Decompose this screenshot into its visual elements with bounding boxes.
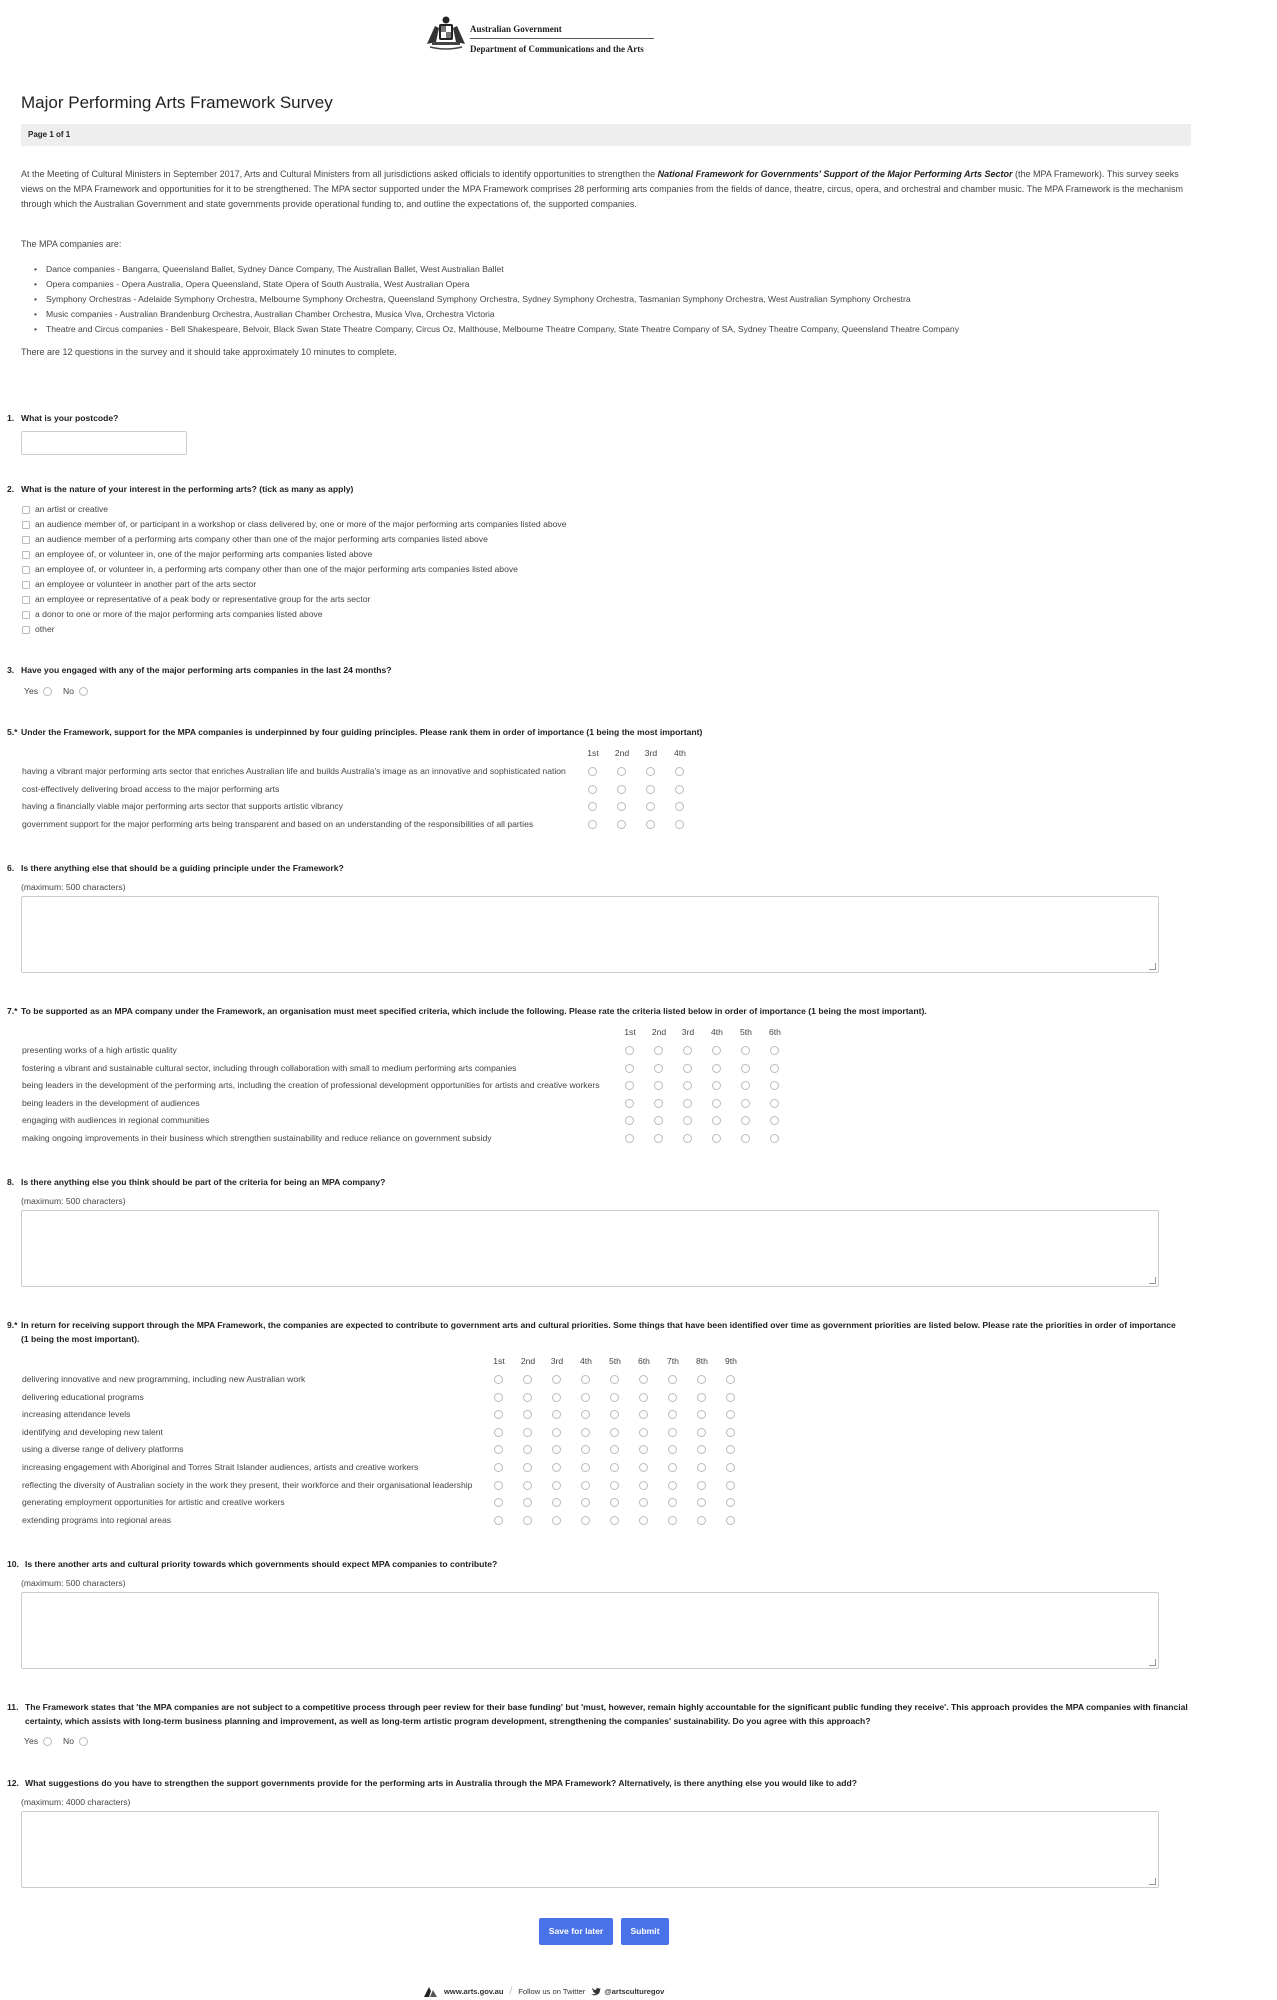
rank-radio[interactable] [523, 1375, 532, 1384]
question-3-label [7, 663, 1187, 677]
rank-radio[interactable] [770, 1116, 779, 1125]
rank-radio[interactable] [588, 820, 597, 829]
rank-radio[interactable] [617, 767, 626, 776]
rank-radio[interactable] [581, 1393, 590, 1402]
question-number: 9.* [7, 1320, 18, 1330]
agree-radio-group [24, 1736, 99, 1748]
rank-radio[interactable] [639, 1393, 648, 1402]
rank-radio[interactable] [741, 1064, 750, 1073]
rank-radio[interactable] [683, 1099, 692, 1108]
question-text: Is there another arts and cultural priority towards which governments should expect MPA companies to contribute? [25, 1559, 498, 1569]
rank-column-header: 2nd [614, 748, 630, 758]
no-label: No [63, 1736, 75, 1746]
survey-title: Major Performing Arts Framework Survey [21, 93, 333, 112]
question-9-label [7, 1318, 1182, 1346]
rank-radio[interactable] [770, 1046, 779, 1055]
checkbox[interactable] [22, 611, 30, 619]
rank-radio[interactable] [697, 1410, 706, 1419]
rank-radio[interactable] [712, 1046, 721, 1055]
ranking-row-label: having a vibrant major performing arts sector that enriches Australian life and builds Australia's image as an innovative and sophisticated nation [22, 766, 566, 776]
question-10-label [7, 1557, 1187, 1571]
checkbox[interactable] [22, 536, 30, 544]
rank-radio[interactable] [668, 1445, 677, 1454]
checkbox[interactable] [22, 626, 30, 634]
rank-radio[interactable] [523, 1516, 532, 1525]
companies-heading: The MPA companies are: [21, 239, 122, 249]
max-chars-note: (maximum: 500 characters) [21, 882, 126, 892]
rank-radio[interactable] [581, 1463, 590, 1472]
list-item: • Music companies - Australian Brandenburg Orchestra, Australian Chamber Orchestra, Musica Viva, Orchestra Victoria [34, 307, 1134, 322]
ranking-row-label: increasing attendance levels [22, 1409, 131, 1420]
rank-column-header: 1st [493, 1356, 505, 1366]
interest-checkbox-list [22, 502, 567, 637]
rank-radio[interactable] [726, 1375, 735, 1384]
rank-radio[interactable] [646, 820, 655, 829]
rank-radio[interactable] [741, 1116, 750, 1125]
rank-column-header: 5th [740, 1027, 752, 1037]
postcode-input[interactable] [21, 431, 187, 455]
max-chars-note: (maximum: 500 characters) [21, 1196, 126, 1206]
option-label: an employee of, or volunteer in, one of the major performing arts companies listed above [35, 549, 373, 559]
rank-radio[interactable] [523, 1445, 532, 1454]
rank-radio[interactable] [770, 1099, 779, 1108]
page-indicator-bar [21, 124, 1191, 146]
rank-radio[interactable] [610, 1516, 619, 1525]
rank-radio[interactable] [726, 1516, 735, 1525]
rank-radio[interactable] [639, 1463, 648, 1472]
question-text: What suggestions do you have to strengthen the support governments provide for the performing arts in Australia through the MPA Framework? Alternatively, is there anything else you would like to add? [25, 1778, 857, 1788]
rank-column-header: 3rd [681, 1027, 695, 1037]
rank-radio[interactable] [639, 1516, 648, 1525]
ranking-row-label: increasing engagement with Aboriginal and Torres Strait Islander audiences, artists and creative workers [22, 1461, 419, 1472]
checkbox-option[interactable] [22, 607, 567, 622]
ranking-row-label: extending programs into regional areas [22, 1514, 172, 1525]
rank-radio[interactable] [654, 1046, 663, 1055]
question-5-label [7, 725, 1187, 739]
rank-radio[interactable] [552, 1445, 561, 1454]
checkbox[interactable] [22, 521, 30, 529]
government-name: Australian Government [470, 24, 562, 34]
rank-radio[interactable] [617, 820, 626, 829]
page-indicator: Page 1 of 1 [28, 130, 71, 139]
ranking-row-label: using a diverse range of delivery platforms [22, 1444, 184, 1455]
rank-radio[interactable] [581, 1516, 590, 1525]
follow-text: Follow us on Twitter [518, 1986, 586, 1996]
checkbox[interactable] [22, 551, 30, 559]
rank-radio[interactable] [625, 1064, 634, 1073]
rank-radio[interactable] [610, 1481, 619, 1490]
checkbox-option[interactable] [22, 592, 567, 607]
rank-column-header: 2nd [520, 1356, 536, 1366]
rank-radio[interactable] [668, 1375, 677, 1384]
ranking-row-label: fostering a vibrant and sustainable cultural sector, including through collaboration with small to medium performing arts companies [22, 1062, 517, 1073]
max-chars-note: (maximum: 500 characters) [21, 1578, 126, 1588]
ranking-row-label: delivering innovative and new programming, including new Australian work [22, 1374, 306, 1384]
guiding-principle-textarea[interactable] [21, 896, 1159, 973]
rank-radio[interactable] [741, 1099, 750, 1108]
question-12-label [7, 1776, 1187, 1790]
question-number: 2. [7, 484, 15, 494]
rank-radio[interactable] [494, 1428, 503, 1437]
rank-radio[interactable] [726, 1410, 735, 1419]
rank-radio[interactable] [625, 1046, 634, 1055]
rank-radio[interactable] [654, 1134, 663, 1143]
rank-radio[interactable] [668, 1463, 677, 1472]
rank-radio[interactable] [523, 1428, 532, 1437]
rank-radio[interactable] [523, 1481, 532, 1490]
question-number: 12. [7, 1778, 19, 1788]
rank-radio[interactable] [639, 1410, 648, 1419]
rank-radio[interactable] [675, 785, 684, 794]
question-text: Is there anything else that should be a guiding principle under the Framework? [21, 863, 344, 873]
question-6-label [7, 861, 1187, 875]
question-1-label [7, 411, 1187, 425]
rank-radio[interactable] [712, 1081, 721, 1090]
rank-radio[interactable] [610, 1393, 619, 1402]
question-text: Is there anything else you think should be part of the criteria for being an MPA company? [21, 1177, 386, 1187]
engaged-radio-group [24, 686, 99, 698]
rank-radio[interactable] [588, 802, 597, 811]
ranking-row-label: engaging with audiences in regional communities [22, 1115, 210, 1126]
rank-radio[interactable] [675, 820, 684, 829]
question-text: Have you engaged with any of the major performing arts companies in the last 24 months? [21, 665, 392, 675]
rank-radio[interactable] [494, 1410, 503, 1419]
checkbox-option[interactable] [22, 562, 567, 577]
rank-radio[interactable] [646, 802, 655, 811]
coat-of-arms-icon [424, 14, 468, 52]
rank-radio[interactable] [697, 1393, 706, 1402]
rank-radio[interactable] [552, 1393, 561, 1402]
rank-radio[interactable] [697, 1516, 706, 1525]
rank-radio[interactable] [523, 1393, 532, 1402]
checkbox-option[interactable] [22, 622, 567, 637]
rank-radio[interactable] [523, 1463, 532, 1472]
no-label: No [63, 686, 75, 696]
yes-radio[interactable] [43, 687, 52, 696]
rank-radio[interactable] [712, 1099, 721, 1108]
ranking-row-label: presenting works of a high artistic quality [22, 1045, 177, 1055]
question-number: 8. [7, 1177, 15, 1187]
rank-column-header: 9th [725, 1356, 737, 1366]
criteria-textarea[interactable] [21, 1210, 1159, 1287]
ranking-row-label: identifying and developing new talent [22, 1426, 163, 1437]
rank-radio[interactable] [588, 767, 597, 776]
rank-radio[interactable] [697, 1428, 706, 1437]
option-label: an employee or representative of a peak body or representative group for the arts sector [35, 594, 371, 604]
rank-radio[interactable] [646, 767, 655, 776]
option-label: an employee of, or volunteer in, a performing arts company other than one of the major performing arts companies listed above [35, 564, 518, 574]
rank-radio[interactable] [494, 1463, 503, 1472]
ranking-row-label: reflecting the diversity of Australian society in the work they present, their workforce and their organisational leadership [22, 1479, 473, 1490]
rank-radio[interactable] [588, 785, 597, 794]
list-item: • Dance companies - Bangarra, Queensland Ballet, Sydney Dance Company, The Australian Ballet, West Australian Ballet [34, 262, 1134, 277]
rank-radio[interactable] [639, 1481, 648, 1490]
ranking-row-label: delivering educational programs [22, 1391, 144, 1402]
rank-radio[interactable] [625, 1116, 634, 1125]
rank-radio[interactable] [552, 1428, 561, 1437]
rank-column-header: 1st [587, 748, 599, 758]
rank-radio[interactable] [523, 1498, 532, 1507]
rank-column-header: 5th [609, 1356, 621, 1366]
rank-radio[interactable] [770, 1081, 779, 1090]
rank-radio[interactable] [617, 785, 626, 794]
ranking-row-label: generating employment opportunities for artistic and creative workers [22, 1497, 285, 1508]
rank-column-header: 4th [674, 748, 686, 758]
ranking-row-label: being leaders in the development of the performing arts, including the creation of professional development opportunities for artists and creative workers [22, 1080, 600, 1091]
rank-radio[interactable] [741, 1134, 750, 1143]
other-priority-textarea[interactable] [21, 1592, 1159, 1669]
question-text: The Framework states that 'the MPA companies are not subject to a competitive process through peer review for their base funding' but 'must, however, remain highly accountable for the significant public funding they receive'. This approach provides the MPA companies with financial certainty, which assists with long-term business planning and improvement, as well as long-term artistic program development, strengthening the companies' sustainability. Do you agree with this approach? [25, 1702, 1188, 1726]
rank-radio[interactable] [639, 1428, 648, 1437]
rank-radio[interactable] [581, 1410, 590, 1419]
rank-radio[interactable] [697, 1445, 706, 1454]
rank-radio[interactable] [726, 1481, 735, 1490]
ranking-row-label: being leaders in the development of audiences [22, 1097, 200, 1108]
rank-radio[interactable] [610, 1498, 619, 1507]
rank-column-header: 6th [769, 1027, 781, 1037]
rank-radio[interactable] [639, 1445, 648, 1454]
rank-radio[interactable] [654, 1099, 663, 1108]
intro-paragraph [21, 167, 1191, 212]
question-text: What is the nature of your interest in the performing arts? (tick as many as apply) [21, 484, 354, 494]
rank-radio[interactable] [581, 1445, 590, 1454]
checkbox-option[interactable] [22, 532, 567, 547]
question-number: 3. [7, 665, 15, 675]
rank-column-header: 4th [711, 1027, 723, 1037]
intro-text-a: At the Meeting of Cultural Ministers in September 2017, Arts and Cultural Ministers from all jurisdictions asked officials to identify opportunities to strengthen the [21, 169, 658, 179]
site-header [424, 14, 644, 54]
rank-radio[interactable] [668, 1428, 677, 1437]
rank-radio[interactable] [741, 1046, 750, 1055]
rank-radio[interactable] [712, 1134, 721, 1143]
rank-radio[interactable] [683, 1081, 692, 1090]
rank-radio[interactable] [610, 1428, 619, 1437]
rank-column-header: 4th [580, 1356, 592, 1366]
rank-radio[interactable] [552, 1410, 561, 1419]
rank-radio[interactable] [552, 1463, 561, 1472]
rank-radio[interactable] [494, 1481, 503, 1490]
question-text: What is your postcode? [21, 413, 119, 423]
rank-radio[interactable] [552, 1375, 561, 1384]
rank-radio[interactable] [581, 1498, 590, 1507]
question-number: 1. [7, 413, 15, 423]
question-number: 5.* [7, 727, 18, 737]
rank-column-header: 6th [638, 1356, 650, 1366]
question-number: 11. [7, 1702, 19, 1712]
rank-column-header: 3rd [550, 1356, 564, 1366]
site-link[interactable]: www.arts.gov.au [444, 1986, 504, 1996]
rank-radio[interactable] [610, 1463, 619, 1472]
rank-radio[interactable] [523, 1410, 532, 1419]
rank-radio[interactable] [726, 1428, 735, 1437]
yes-radio[interactable] [43, 1737, 52, 1746]
option-label: an audience member of a performing arts company other than one of the major performing arts companies listed above [35, 534, 488, 544]
no-radio[interactable] [79, 687, 88, 696]
list-item: • Theatre and Circus companies - Bell Shakespeare, Belvoir, Black Swan State Theatre Company, Circus Oz, Malthouse, Melbourne Theatre Company, State Theatre Company of SA, Sydney Theatre Company, Queensland Theatre Company [34, 322, 1134, 337]
rank-radio[interactable] [494, 1498, 503, 1507]
rank-radio[interactable] [654, 1116, 663, 1125]
framework-name: National Framework for Governments' Support of the Major Performing Arts Sector [657, 169, 1013, 179]
rank-radio[interactable] [581, 1481, 590, 1490]
max-chars-note: (maximum: 4000 characters) [21, 1797, 131, 1807]
rank-radio[interactable] [552, 1498, 561, 1507]
rank-radio[interactable] [581, 1428, 590, 1437]
question-number: 7.* [7, 1006, 18, 1016]
companies-list [34, 262, 1134, 337]
checkbox[interactable] [22, 581, 30, 589]
question-number: 6. [7, 863, 15, 873]
rank-radio[interactable] [712, 1064, 721, 1073]
checkbox[interactable] [22, 596, 30, 604]
rank-radio[interactable] [697, 1463, 706, 1472]
rank-radio[interactable] [726, 1463, 735, 1472]
rank-column-header: 2nd [651, 1027, 667, 1037]
rank-radio[interactable] [675, 802, 684, 811]
intro-text-b: (the MPA Framework). This survey seeks views on the MPA Framework and opportunities for it to be strengthened. The MPA sector supported under the MPA Framework comprises 28 performing arts companies from the fields of dance, theatre, circus, opera, and orchestral and chamber music. The MPA Framework is the mechanism through which the Australian Government and state governments provide operational funding to, and outline the expectations of, the supported companies. [21, 169, 1184, 209]
rank-radio[interactable] [697, 1375, 706, 1384]
checkbox-option[interactable] [22, 577, 567, 592]
footer [424, 1985, 664, 1999]
option-label: a donor to one or more of the major performing arts companies listed above [35, 609, 323, 619]
checkbox-option[interactable] [22, 517, 567, 532]
rank-radio[interactable] [668, 1410, 677, 1419]
question-text: Under the Framework, support for the MPA companies is underpinned by four guiding principles. Please rank them in order of importance (1 being the most important) [21, 727, 703, 737]
option-label: an employee or volunteer in another part of the arts sector [35, 579, 257, 589]
rank-radio[interactable] [581, 1375, 590, 1384]
question-8-label [7, 1175, 1187, 1189]
rank-radio[interactable] [625, 1099, 634, 1108]
ranking-row-label: having a financially viable major performing arts sector that supports artistic vibrancy [22, 801, 343, 812]
rank-radio[interactable] [668, 1393, 677, 1402]
footer-separator: / [509, 1986, 513, 1997]
rank-radio[interactable] [668, 1516, 677, 1525]
rank-column-header: 8th [696, 1356, 708, 1366]
ranking-row-label: making ongoing improvements in their business which strengthen sustainability and reduce reliance on government subsidy [22, 1132, 492, 1143]
rank-radio[interactable] [639, 1375, 648, 1384]
rank-column-header: 3rd [644, 748, 658, 758]
twitter-icon [591, 1988, 601, 1996]
rank-radio[interactable] [675, 767, 684, 776]
rank-radio[interactable] [726, 1498, 735, 1507]
list-item: • Opera companies - Opera Australia, Opera Queensland, State Opera of South Australia, West Australian Opera [34, 277, 1134, 292]
question-11-label [7, 1700, 1192, 1728]
rank-radio[interactable] [610, 1445, 619, 1454]
rank-radio[interactable] [741, 1081, 750, 1090]
checkbox[interactable] [22, 566, 30, 574]
ranking-row-label: government support for the major performing arts being transparent and based on an understanding of the responsibilities of all parties [22, 818, 534, 829]
submit-button[interactable]: Submit [621, 1918, 669, 1945]
rank-radio[interactable] [668, 1498, 677, 1507]
question-number: 10. [7, 1559, 19, 1569]
list-item: • Symphony Orchestras - Adelaide Symphony Orchestra, Melbourne Symphony Orchestra, Queensland Symphony Orchestra, Sydney Symphony Orchestra, Tasmanian Symphony Orchestra, West Australian Symphony Orchestra [34, 292, 1134, 307]
rank-radio[interactable] [494, 1516, 503, 1525]
rank-column-header: 1st [624, 1027, 636, 1037]
no-radio[interactable] [79, 1737, 88, 1746]
rank-radio[interactable] [683, 1046, 692, 1055]
rank-radio[interactable] [697, 1498, 706, 1507]
rank-radio[interactable] [552, 1481, 561, 1490]
rank-radio[interactable] [552, 1516, 561, 1525]
rank-radio[interactable] [683, 1116, 692, 1125]
rank-radio[interactable] [494, 1445, 503, 1454]
twitter-handle-link[interactable]: @artsculturegov [604, 1986, 665, 1996]
rank-radio[interactable] [625, 1134, 634, 1143]
question-text: To be supported as an MPA company under the Framework, an organisation must meet specified criteria, which include the following. Please rate the criteria listed below in order of importance (1 being the most important). [21, 1006, 927, 1016]
ranking-row-label: cost-effectively delivering broad access to the major performing arts [22, 783, 280, 794]
rank-radio[interactable] [668, 1481, 677, 1490]
option-label: an audience member of, or participant in a workshop or class delivered by, one or more of the major performing arts companies listed above [35, 519, 567, 529]
suggestions-textarea[interactable] [21, 1811, 1159, 1888]
rank-radio[interactable] [625, 1081, 634, 1090]
rank-radio[interactable] [697, 1481, 706, 1490]
rank-radio[interactable] [654, 1064, 663, 1073]
rank-radio[interactable] [639, 1498, 648, 1507]
rank-radio[interactable] [646, 785, 655, 794]
rank-radio[interactable] [654, 1081, 663, 1090]
rank-radio[interactable] [494, 1393, 503, 1402]
arts-logo-icon [424, 1987, 438, 1997]
question-count-note: There are 12 questions in the survey and it should take approximately 10 minutes to complete. [21, 347, 397, 357]
rank-radio[interactable] [726, 1393, 735, 1402]
rank-radio[interactable] [712, 1116, 721, 1125]
rank-radio[interactable] [494, 1375, 503, 1384]
rank-radio[interactable] [683, 1134, 692, 1143]
rank-radio[interactable] [610, 1375, 619, 1384]
question-text: In return for receiving support through the MPA Framework, the companies are expected to contribute to government arts and cultural priorities. Some things that have been identified over time as government priorities are listed below. Please rate the priorities in order of importance (1 being the most important). [21, 1320, 1176, 1344]
option-label: other [35, 624, 55, 634]
checkbox-option[interactable] [22, 502, 567, 517]
rank-radio[interactable] [617, 802, 626, 811]
rank-radio[interactable] [726, 1445, 735, 1454]
save-for-later-button[interactable]: Save for later [539, 1918, 613, 1945]
department-name: Department of Communications and the Arts [470, 38, 654, 55]
rank-radio[interactable] [770, 1064, 779, 1073]
option-label: an artist or creative [35, 504, 109, 514]
rank-radio[interactable] [610, 1410, 619, 1419]
rank-radio[interactable] [770, 1134, 779, 1143]
rank-column-header: 7th [667, 1356, 679, 1366]
yes-label: Yes [24, 686, 39, 696]
rank-radio[interactable] [683, 1064, 692, 1073]
checkbox[interactable] [22, 506, 30, 514]
checkbox-option[interactable] [22, 547, 567, 562]
question-7-label [7, 1004, 1187, 1018]
question-2-label [7, 482, 1187, 496]
yes-label: Yes [24, 1736, 39, 1746]
